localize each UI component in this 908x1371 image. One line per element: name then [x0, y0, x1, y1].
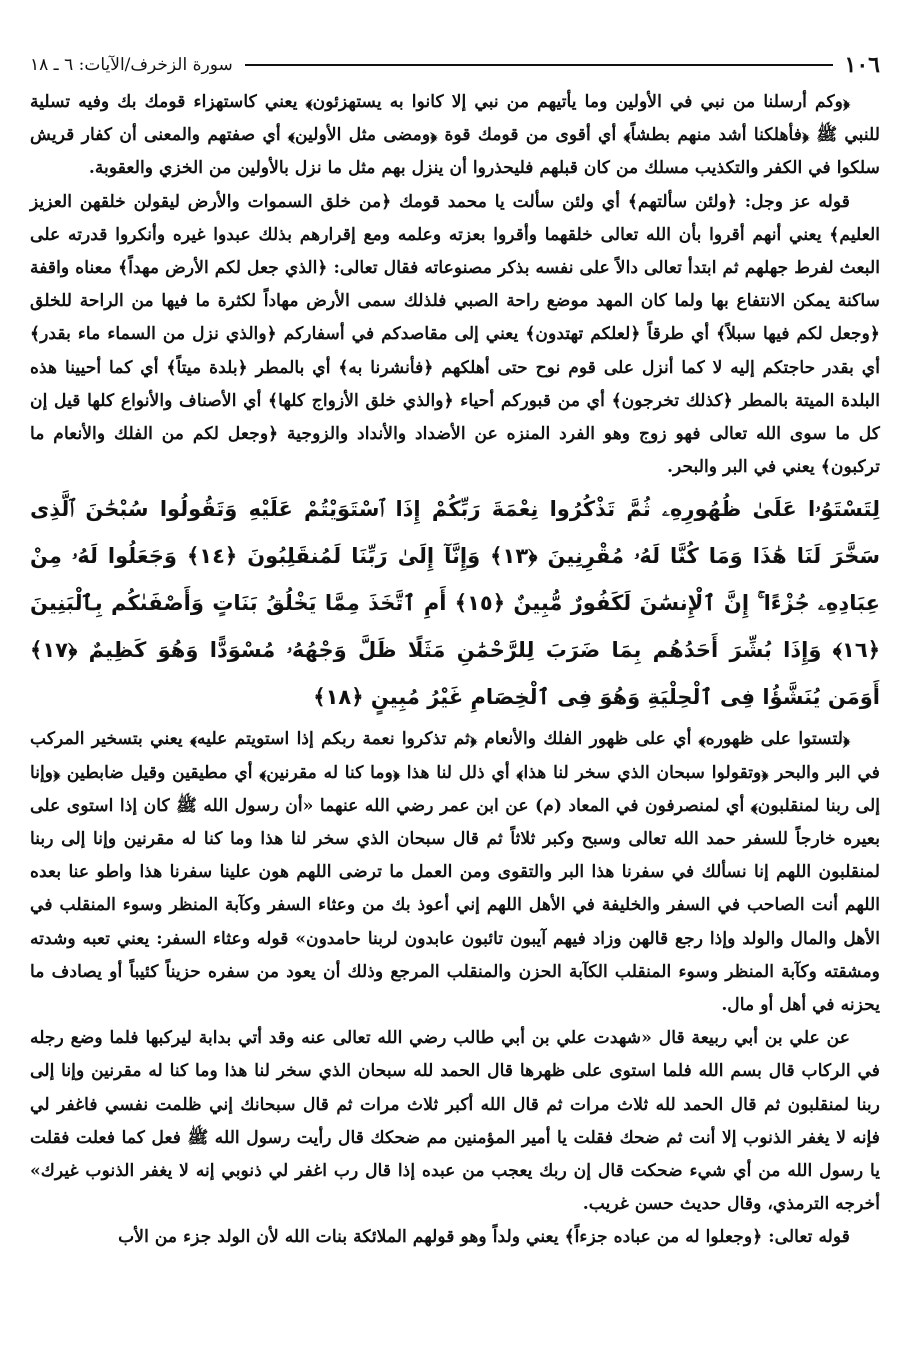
book-page: [30, 50, 880, 1360]
surah-title: سورة الزخرف/الآيات: ٦ ـ ١٨: [30, 55, 233, 75]
header-rule: [245, 64, 833, 66]
commentary-paragraph-3: ﴿لتستوا على ظهوره﴾ أي على ظهور الفلك والأنعام ﴿ثم تذكروا نعمة ربكم إذا استويتم عليه﴾ يعني بتسخير المركب في البر والبحر ﴿وتقولوا سبحان الذي سخر لنا هذا﴾ أي ذلل لنا هذا ﴿وما كنا له مقرنين﴾ أي مطيقين وقيل ضابطين ﴿وإنا إلى ربنا لمنقلبون﴾ أي لمنصرفون في المعاد (م) عن ابن عمر رضي الله عنهما «أن رسول الله ﷺ كان إذا استوى على بعيره خارجاً للسفر حمد الله تعالى وسبح وكبر ثلاثاً ثم قال سبحان الذي سخر لنا هذا وما كنا له مقرنين وإنا إلى ربنا لمنقلبون اللهم إنا نسألك في سفرنا هذا البر والتقوى ومن العمل ما ترضى اللهم هون علينا سفرنا هذا واطو عنا بعده اللهم أنت الصاحب في السفر والخليفة في الأهل اللهم إني أعوذ بك من وعثاء السفر وكآبة المنظر وسوء المنقلب في الأهل والمال والولد وإذا رجع قالهن وزاد فيهم آيبون تائبون عابدون لربنا حامدون» قوله وعثاء السفر: يعني تعبه وشدته ومشقته وكآبة المنظر وسوء المنقلب الكآبة الحزن والمنقلب المرجع وذلك أن يعود من سفره حزيناً كئيباً أو يصادف ما يحزنه في أهل أو مال.: [30, 729, 880, 1016]
commentary-paragraph-1: ﴿وكم أرسلنا من نبي في الأولين وما يأتيهم من نبي إلا كانوا به يستهزئون﴾ يعني كاستهزاء قومك بك وفيه تسلية للنبي ﷺ ﴿فأهلكنا أشد منهم بطشاً﴾ أي أقوى من قومك قوة ﴿ومضى مثل الأولين﴾ أي صفتهم والمعنى أن كفار قريش سلكوا في الكفر والتكذيب مسلك من كان قبلهم فليحذروا أن ينزل بهم مثل ما نزل بالأولين من الخزي والعقوبة.: [30, 92, 880, 179]
page-header: [30, 50, 880, 80]
commentary-paragraph-2: قوله عز وجل: ﴿ولئن سألتهم﴾ أي ولئن سألت يا محمد قومك ﴿من خلق السموات والأرض ليقولن خلقهن العزيز العليم﴾ يعني أنهم أقروا بأن الله تعالى خلقهما وأقروا بعزته وعلمه ومع إقرارهم بذلك عبدوا غيره وأنكروا قدرته على البعث لفرط جهلهم ثم ابتدأ تعالى دالاً على نفسه بذكر مصنوعاته فقال تعالى: ﴿الذي جعل لكم الأرض مهداً﴾ معناه واقفة ساكنة يمكن الانتفاع بها ولما كان المهد موضع راحة الصبي فلذلك سمى الأرض مهاداً لكثرة ما فيها من الراحة للخلق ﴿وجعل لكم فيها سبلاً﴾ أي طرقاً ﴿لعلكم تهتدون﴾ يعني إلى مقاصدكم في أسفاركم ﴿والذي نزل من السماء ماء بقدر﴾ أي بقدر حاجتكم إليه لا كما أنزل على قوم نوح حتى أهلكهم ﴿فأنشرنا به﴾ أي بالمطر ﴿بلدة ميتاً﴾ أي كما أحيينا هذه البلدة الميتة بالمطر ﴿كذلك تخرجون﴾ أي من قبوركم أحياء ﴿والذي خلق الأزواج كلها﴾ أي الأصناف والأنواع كلها قيل إن كل ما سوى الله تعالى فهو زوج وهو الفرد المنزه عن الأضداد والأنداد والزوجية ﴿وجعل لكم من الفلك والأنعام ما تركبون﴾ يعني في البر والبحر.: [30, 191, 880, 478]
quran-verses-block: لِتَسْتَوُۥا عَلَىٰ ظُهُورِهِۦ ثُمَّ تَذْكُرُوا نِعْمَةَ رَبِّكُمْ إِذَا ٱسْتَوَيْتُمْ عَلَيْهِ وَتَقُولُوا سُبْحَٰنَ ٱلَّذِى سَخَّرَ لَنَا هَٰذَا وَمَا كُنَّا لَهُۥ مُقْرِنِينَ ﴿١٣﴾ وَإِنَّآ إِلَىٰ رَبِّنَا لَمُنقَلِبُونَ ﴿١٤﴾ وَجَعَلُوا لَهُۥ مِنْ عِبَادِهِۦ جُزْءًا ۚ إِنَّ ٱلْإِنسَٰنَ لَكَفُورٌ مُّبِينٌ ﴿١٥﴾ أَمِ ٱتَّخَذَ مِمَّا يَخْلُقُ بَنَاتٍ وَأَصْفَىٰكُم بِٱلْبَنِينَ ﴿١٦﴾ وَإِذَا بُشِّرَ أَحَدُهُم بِمَا ضَرَبَ لِلرَّحْمَٰنِ مَثَلًا ظَلَّ وَجْهُهُۥ مُسْوَدًّا وَهُوَ كَظِيمٌ ﴿١٧﴾ أَوَمَن يُنَشَّؤُا فِى ٱلْحِلْيَةِ وَهُوَ فِى ٱلْخِصَامِ غَيْرُ مُبِينٍ ﴿١٨﴾: [30, 497, 880, 710]
commentary-paragraph-4: عن علي بن أبي ربيعة قال «شهدت علي بن أبي طالب رضي الله تعالى عنه وقد أتي بدابة ليركبها فلما وضع رجله في الركاب قال بسم الله فلما استوى على ظهرها قال الحمد لله سبحان الذي سخر لنا هذا وما كنا له مقرنين وإنا إلى ربنا لمنقلبون ثم قال الحمد لله ثلاث مرات ثم قال الله أكبر ثلاث مرات ثم قال سبحانك إني ظلمت نفسي فاغفر لي فإنه لا يغفر الذنوب إلا أنت ثم ضحك فقلت يا أمير المؤمنين مم ضحكك قال رأيت رسول الله ﷺ فعل كما فعلت فقلت يا رسول الله من أي شيء ضحكت قال إن ربك يعجب من عبده إذا قال رب اغفر لي ذنوبي إنه لا يغفر الذنوب غيرك» أخرجه الترمذي، وقال حديث حسن غريب.: [30, 1028, 880, 1215]
commentary-paragraph-5: قوله تعالى: ﴿وجعلوا له من عباده جزءاً﴾ يعني ولداً وهو قولهم الملائكة بنات الله لأن الولد جزء من الأب: [118, 1227, 850, 1248]
page-number: ١٠٦: [844, 52, 880, 78]
